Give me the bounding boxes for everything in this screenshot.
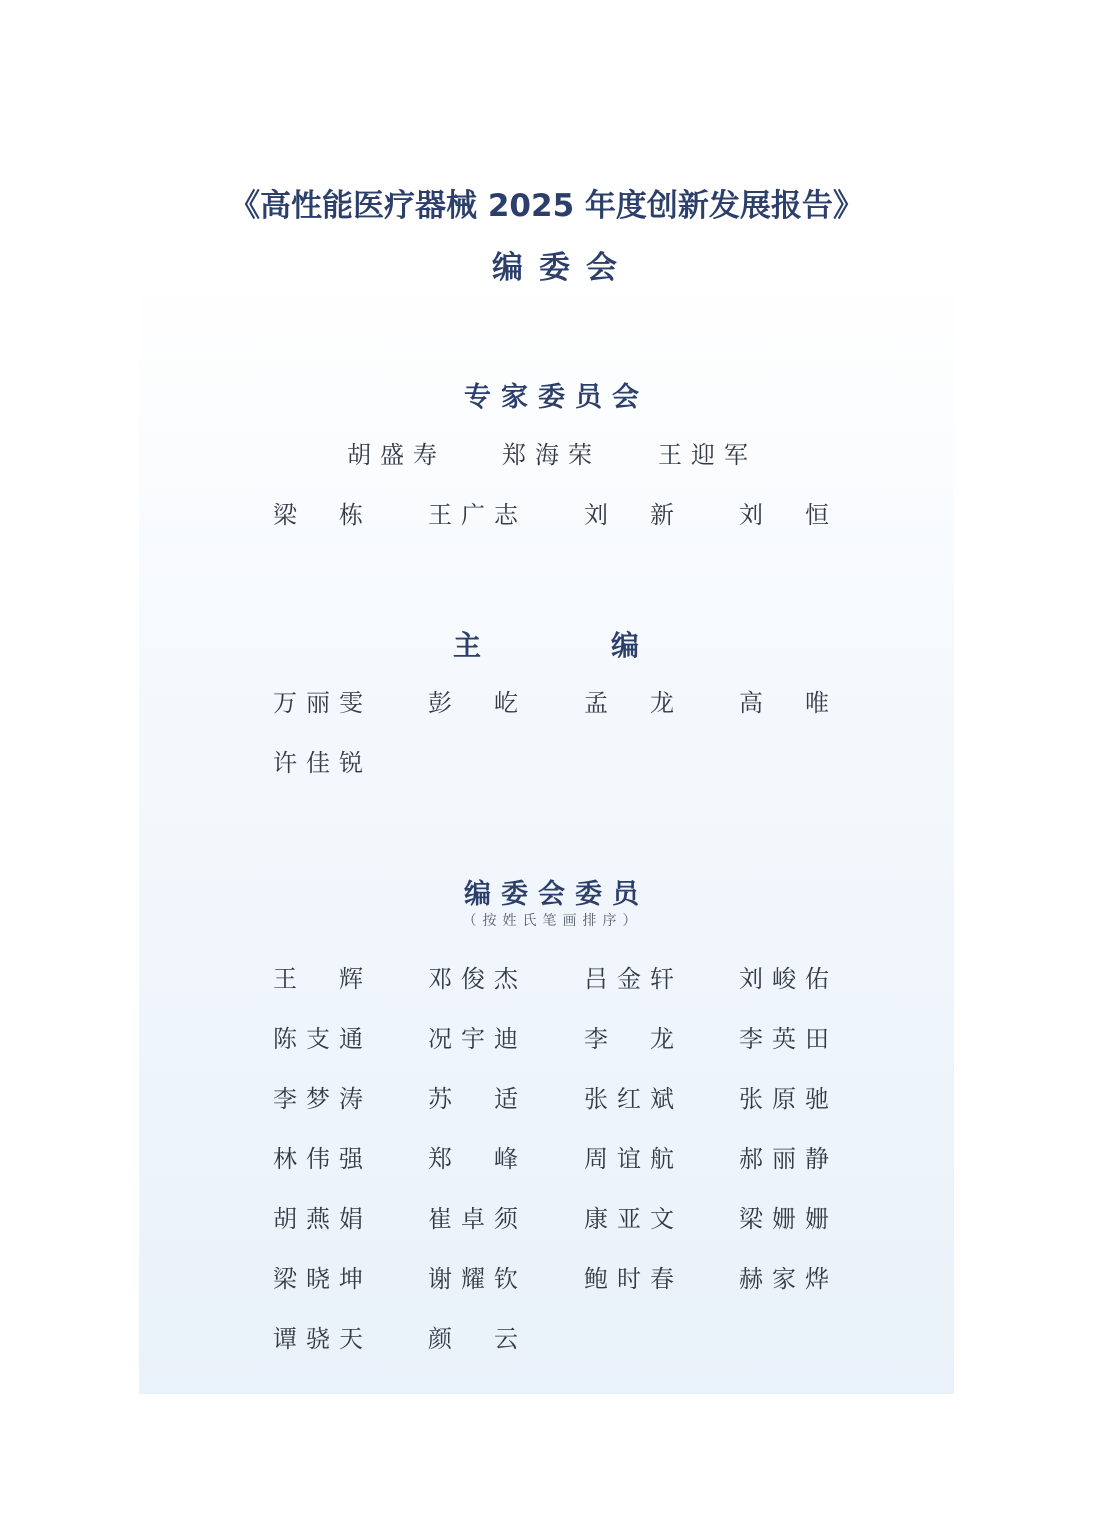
person-name: 刘 恒: [739, 500, 829, 529]
person-name: 高 唯: [739, 688, 829, 717]
person-name: 李 梦 涛: [273, 1084, 363, 1113]
person-name: 梁 姗 姗: [739, 1204, 829, 1233]
person-name: 赫 家 烨: [739, 1264, 829, 1293]
person-name: 王 广 志: [428, 500, 518, 529]
person-name: 梁 晓 坤: [273, 1264, 363, 1293]
person-name: 鲍 时 春: [584, 1264, 674, 1293]
person-name: 况 宇 迪: [428, 1024, 518, 1053]
person-name: 康 亚 文: [584, 1204, 674, 1233]
person-name: 崔 卓 须: [428, 1204, 518, 1233]
person-name: 李 英 田: [739, 1024, 829, 1053]
person-name: 张 红 斌: [584, 1084, 674, 1113]
person-name: 梁 栋: [273, 500, 363, 529]
person-name: 陈 支 通: [273, 1024, 363, 1053]
person-name: 刘 峻 佑: [739, 964, 829, 993]
person-name: 刘 新: [584, 500, 674, 529]
expert-committee-heading: 专家委员会: [464, 382, 649, 413]
person-name: 胡 燕 娟: [273, 1204, 363, 1233]
person-name: 孟 龙: [584, 688, 674, 717]
person-name: 吕 金 轩: [584, 964, 674, 993]
person-name: 谭 骁 天: [273, 1324, 363, 1353]
person-name: 王 辉: [273, 964, 363, 993]
person-name: 郑 峰: [428, 1144, 518, 1173]
sort-note: （按姓氏笔画排序）: [462, 913, 643, 929]
person-name: 郑 海 荣: [502, 440, 592, 469]
person-name: 彭 屹: [428, 688, 518, 717]
person-name: 邓 俊 杰: [428, 964, 518, 993]
person-name: 许 佳 锐: [273, 748, 363, 777]
chief-editor-heading-right: 编: [611, 629, 640, 662]
person-name: 颜 云: [428, 1324, 518, 1353]
committee-members-heading: 编委会委员: [464, 879, 649, 910]
chief-editor-heading-left: 主: [453, 629, 482, 662]
person-name: 胡 盛 寿: [347, 440, 437, 469]
person-name: 苏 适: [428, 1084, 518, 1113]
editorial-board-title: 编委会: [492, 250, 633, 286]
person-name: 张 原 驰: [739, 1084, 829, 1113]
person-name: 李 龙: [584, 1024, 674, 1053]
person-name: 林 伟 强: [273, 1144, 363, 1173]
person-name: 周 谊 航: [584, 1144, 674, 1173]
report-title: 《高性能医疗器械 2025 年度创新发展报告》: [229, 188, 864, 224]
person-name: 谢 耀 钦: [428, 1264, 518, 1293]
person-name: 王 迎 军: [658, 440, 748, 469]
person-name: 万 丽 雯: [273, 688, 363, 717]
person-name: 郝 丽 静: [739, 1144, 829, 1173]
